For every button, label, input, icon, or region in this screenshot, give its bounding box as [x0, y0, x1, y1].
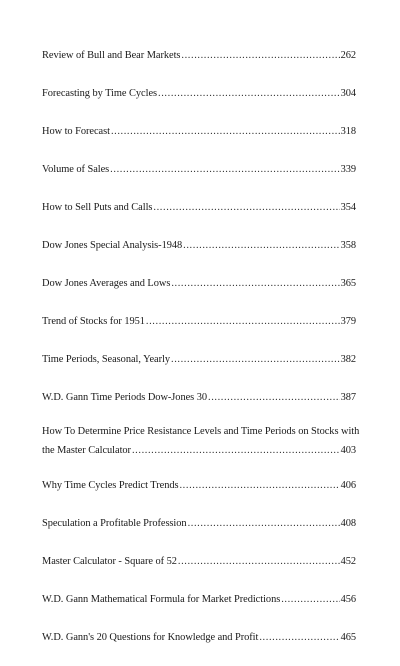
toc-entry [42, 422, 360, 476]
dot-leader [110, 160, 339, 179]
toc-line [42, 122, 356, 141]
toc-entry-page: 358 [340, 240, 356, 251]
toc-entry-page: 408 [340, 518, 356, 529]
dot-leader [153, 198, 339, 217]
toc-entry-title: Dow Jones Averages and Lows [42, 278, 171, 289]
toc-line [42, 388, 356, 407]
toc-entry-title: W.D. Gann Mathematical Formula for Market Predictions [42, 594, 281, 605]
toc-entry [42, 388, 356, 426]
toc-entry-title: Dow Jones Special Analysis-1948 [42, 240, 183, 251]
toc-entry [42, 274, 356, 312]
toc-entry [42, 350, 356, 388]
toc-entry-page: 387 [340, 392, 356, 403]
toc-entry-title: Volume of Sales [42, 164, 110, 175]
toc-line [42, 312, 356, 331]
toc-entry-title: How to Forecast [42, 126, 110, 137]
toc-line [42, 350, 356, 369]
toc-entry-page: 382 [340, 354, 356, 365]
toc-entry-page: 304 [340, 88, 356, 99]
toc-entry-title: W.D. Gann's 20 Questions for Knowledge and Profit [42, 632, 259, 643]
toc-entry-title: Time Periods, Seasonal, Yearly [42, 354, 171, 365]
toc-entry [42, 514, 356, 552]
toc-entry-page: 465 [340, 632, 356, 643]
toc-entry-title: Speculation a Profitable Profession [42, 518, 187, 529]
toc-entry-page: 318 [340, 126, 356, 137]
toc-entry-page: 262 [340, 50, 356, 61]
toc-line [42, 441, 356, 460]
dot-leader [179, 476, 339, 495]
toc-entry [42, 198, 356, 236]
toc-entry-page: 379 [340, 316, 356, 327]
dot-leader [171, 350, 340, 369]
toc-entry-title: Master Calculator - Square of 52 [42, 556, 177, 567]
toc-line [42, 84, 356, 103]
dot-leader [132, 441, 340, 460]
toc-entry-title: Review of Bull and Bear Markets [42, 50, 181, 61]
dot-leader [183, 236, 339, 255]
toc-line [42, 46, 356, 65]
dot-leader [178, 552, 340, 571]
toc-entry [42, 236, 356, 274]
toc-line [42, 274, 356, 293]
toc-line [42, 628, 356, 647]
toc-entry-title: Why Time Cycles Predict Trends [42, 480, 179, 491]
toc-line [42, 198, 356, 217]
toc-entry-page: 403 [340, 445, 356, 456]
toc-line [42, 514, 356, 533]
toc-entry-title: Forecasting by Time Cycles [42, 88, 158, 99]
toc-entry [42, 312, 356, 350]
toc-entry-page: 365 [340, 278, 356, 289]
toc-entry-page: 339 [340, 164, 356, 175]
toc-entry [42, 590, 356, 628]
toc-entry [42, 122, 356, 160]
table-of-contents [42, 46, 360, 666]
toc-entry [42, 46, 356, 84]
toc-entry [42, 552, 356, 590]
toc-entry-title: How to Sell Puts and Calls [42, 202, 153, 213]
dot-leader [188, 514, 340, 533]
toc-line [42, 552, 356, 571]
toc-entry-title: Trend of Stocks for 1951 [42, 316, 145, 327]
toc-entry-page: 456 [340, 594, 356, 605]
toc-entry-page: 406 [340, 480, 356, 491]
toc-entry-title-line2: the Master Calculator [42, 445, 131, 456]
dot-leader [111, 122, 340, 141]
toc-line [42, 160, 356, 179]
toc-entry [42, 476, 356, 514]
dot-leader [208, 388, 340, 407]
dot-leader [158, 84, 340, 103]
toc-entry-page: 354 [340, 202, 356, 213]
toc-entry [42, 160, 356, 198]
toc-entry-title: W.D. Gann Time Periods Dow-Jones 30 [42, 392, 207, 403]
dot-leader [181, 46, 339, 65]
toc-entry [42, 628, 356, 666]
dot-leader [259, 628, 339, 647]
toc-line [42, 236, 356, 255]
dot-leader [171, 274, 339, 293]
toc-entry-title-line1: How To Determine Price Resistance Levels and Time Periods on Stocks with [42, 426, 360, 437]
toc-line [42, 476, 356, 495]
toc-entry-page: 452 [340, 556, 356, 567]
dot-leader [146, 312, 340, 331]
toc-entry [42, 84, 356, 122]
